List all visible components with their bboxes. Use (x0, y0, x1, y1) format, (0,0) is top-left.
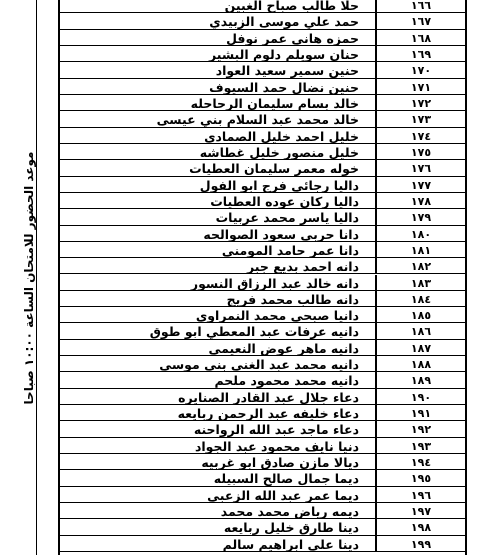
student-name: دانيه عرفات عبد المعطي ابو طوق (149, 324, 359, 339)
table-row (60, 454, 465, 470)
student-name: خليل احمد خليل الصمادي (204, 128, 359, 143)
table-row (60, 307, 465, 323)
student-name: خالد محمد عبد السلام بني عيسى (156, 112, 359, 127)
row-number: ١٩٤ (375, 454, 465, 469)
student-name: خليل منصور خليل غطاشه (199, 144, 359, 160)
row-number: ١٨٨ (375, 356, 465, 371)
student-name: خوله معمر سليمان العطيات (189, 161, 359, 176)
student-name: دانه احمد بديع جبر (247, 259, 359, 274)
table-row (60, 258, 465, 274)
student-name: حنين سمير سعيد العواد (215, 63, 359, 78)
row-number: ١٦٨ (375, 30, 465, 45)
student-name: داليا رجائي فرج ابو الفول (199, 177, 359, 192)
table-row (60, 421, 465, 437)
row-number: ١٦٩ (375, 46, 465, 61)
table-row (60, 13, 465, 29)
student-name: حلا طالب صباح الغبين (224, 0, 359, 13)
student-name: دانيه محمد عبد الغني بني موسى (159, 357, 359, 372)
student-name: ديما عمر عبد الله الزعبي (207, 487, 359, 503)
table-row (60, 389, 465, 405)
row-number: ١٧٧ (375, 177, 465, 192)
row-number: ١٨٥ (375, 307, 465, 322)
table-row (60, 372, 465, 388)
table-row (60, 193, 465, 209)
row-number: ١٩١ (375, 405, 465, 420)
student-name: خالد بسام سليمان الرحاحله (190, 95, 359, 111)
student-name: حنين نضال حمد السيوف (209, 79, 359, 94)
table-row (60, 95, 465, 111)
table-row (60, 405, 465, 421)
row-number: ١٨٤ (375, 291, 465, 306)
row-number: ١٧٥ (375, 144, 465, 159)
row-number: ١٩٢ (375, 421, 465, 436)
table-row (60, 340, 465, 356)
row-number: ١٩٨ (375, 519, 465, 534)
table-row (60, 487, 465, 503)
table-row (60, 111, 465, 127)
table-row (60, 226, 465, 242)
student-name: دانا حربي سعود الصوالحه (203, 226, 359, 241)
table-row (60, 209, 465, 225)
row-number: ١٨٢ (375, 258, 465, 273)
student-name: ديمه رياض محمد محمد (220, 504, 359, 519)
row-number: ١٩٩ (375, 536, 465, 551)
row-number: ١٧١ (375, 79, 465, 94)
student-name: ديما جمال صالح السبيله (213, 471, 359, 486)
margin-divider (36, 0, 37, 555)
student-name: دعاء ماجد عبد الله الرواحنه (193, 422, 359, 437)
table-row (60, 128, 465, 144)
student-name: دانا عمر حامد المومني (221, 242, 359, 258)
row-number: ١٨٠ (375, 226, 465, 241)
student-name: حنان سويلم دلوم البشير (208, 46, 359, 62)
row-number: ١٩٣ (375, 438, 465, 453)
student-name: دينا علي ابراهيم سالم (222, 536, 359, 551)
student-name: دينا طارق خليل ربايعه (223, 520, 359, 535)
table-row (60, 519, 465, 535)
row-number: ١٧٨ (375, 193, 465, 208)
student-name: دانيا صبحي محمد النمراوي (195, 308, 359, 323)
row-number: ١٨٩ (375, 372, 465, 387)
row-number: ١٦٦ (375, 0, 465, 12)
student-name: دانيه ماهر عوض النعيمي (208, 340, 359, 356)
student-name: دانيه محمد محمود ملحم (214, 373, 359, 388)
row-number: ١٩٦ (375, 487, 465, 502)
table-row (60, 438, 465, 454)
row-number: ١٩٠ (375, 389, 465, 404)
table-row (60, 291, 465, 307)
row-number: ١٧٢ (375, 95, 465, 110)
row-number: ١٧٠ (375, 62, 465, 77)
student-name: داليا ركان عوده العطيات (210, 193, 359, 209)
row-number: ١٦٧ (375, 13, 465, 28)
table-row (60, 160, 465, 176)
student-name: داليا ياسر محمد عربيات (215, 210, 359, 225)
student-name: دانه خالد عبد الرزاق النسور (190, 275, 359, 290)
row-number: ١٨٧ (375, 340, 465, 355)
table-row (60, 242, 465, 258)
student-name: ديالا مازن صادق ابو غربيه (201, 455, 359, 470)
row-number: ١٧٩ (375, 209, 465, 224)
row-number: ١٧٣ (375, 111, 465, 126)
student-name: دعاء خليفه عبد الرحمن ربايعه (177, 406, 359, 421)
table-row (60, 144, 465, 160)
row-number: ١٨٦ (375, 323, 465, 338)
table-row (60, 62, 465, 78)
student-name: دانه طالب محمد فريج (226, 291, 359, 307)
row-number: ١٨٣ (375, 275, 465, 290)
names-table (58, 0, 467, 555)
table-row (60, 177, 465, 193)
row-number: ١٨١ (375, 242, 465, 257)
table-row (60, 470, 465, 486)
table-row (60, 46, 465, 62)
table-row (60, 275, 465, 291)
table-row (60, 30, 465, 46)
table-row (60, 0, 465, 13)
student-name: حمزه هاني عمر نوفل (226, 30, 359, 45)
table-row (60, 356, 465, 372)
table-row (60, 79, 465, 95)
student-name: دنيا نايف محمود عبد الجواد (194, 438, 359, 454)
row-number: ١٩٥ (375, 470, 465, 485)
row-number: ١٧٤ (375, 128, 465, 143)
table-row (60, 323, 465, 339)
exam-time-note: موعد الحضور للامتحان الساعة ١٠:٠٠ صباحا (22, 151, 36, 405)
side-margin (0, 0, 58, 555)
row-number: ١٩٧ (375, 503, 465, 518)
row-number: ١٧٦ (375, 160, 465, 175)
table-row (60, 503, 465, 519)
student-name: حمد علي موسى الزبيدي (209, 14, 359, 29)
table-row (60, 536, 465, 552)
student-name: دعاء جلال عبد القادر الصنايره (178, 389, 359, 405)
